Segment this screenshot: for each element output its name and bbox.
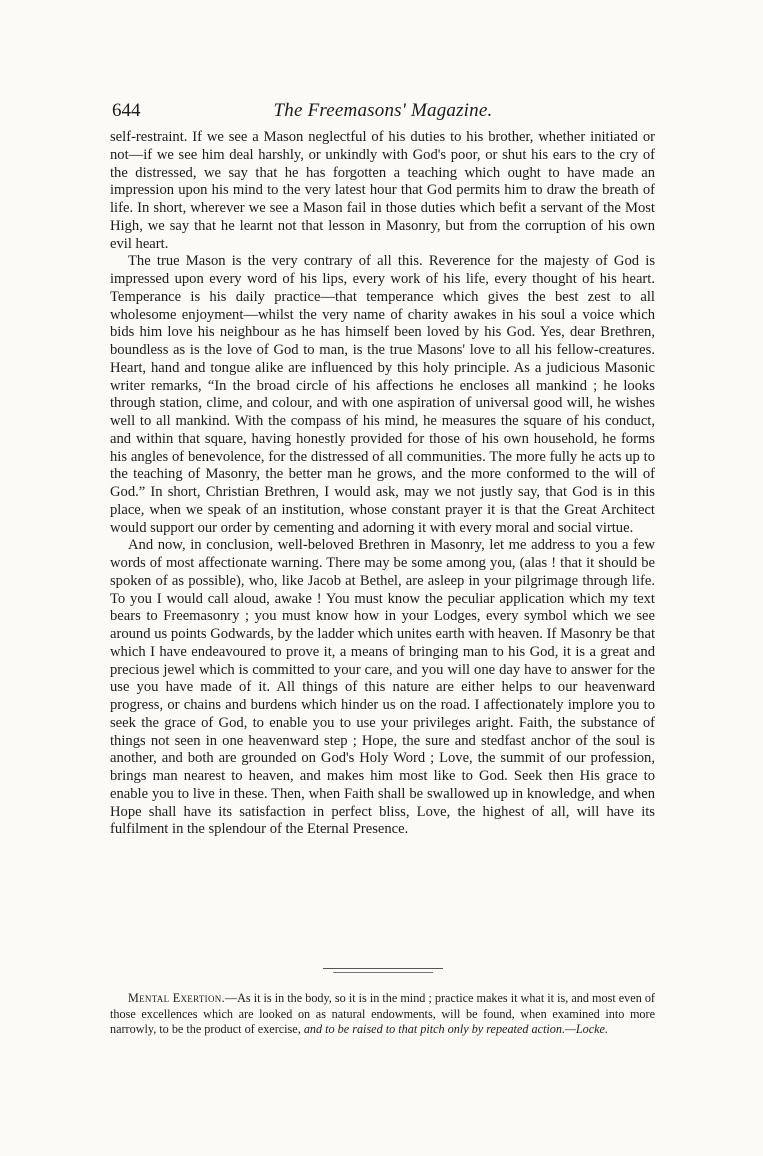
footnote-text: —As it is in the body, so it is in the mind ; practice makes it what it is, and most even of those excellences which are looked on as natural endowments, will be found, when examined into more narrowly, to be the product of exercise, [110,991,655,1036]
footnote-paragraph [110,991,655,1038]
paragraph-3: And now, in conclusion, well-beloved Brethren in Masonry, let me address to you a few words of most affectionate warning. There may be some among you, (alas ! that it should be spoken of as possible), who, like Jacob at Bethel, are asleep in your pilgrimage through life. To you I would call aloud, awake ! You must know the peculiar application which my text bears to Freemasonry ; you must know how in your Lodges, every symbol which we see around us points Godwards, by the ladder which unites earth with heaven. If Masonry be that which I have endeavoured to prove it, a means of bringing man to his God, it is a great and precious jewel which is committed to your care, and you will one day have to answer for the use you have made of it. All things of this nature are either helps to our heavenward progress, or chains and burdens which hinder us on the road. I affectionately implore you to seek the grace of God, to enable you to use your privileges aright. Faith, the substance of things not seen in one heavenward step ; Hope, the sure and stedfast anchor of the soul is another, and both are grounded on God's Holy Word ; Love, the summit of our profession, brings man nearest to heaven, and makes him most like to God. Seek then His grace to enable you to live in these. Then, when Faith shall be swallowed up in knowledge, and when Hope shall have its satisfaction in perfect bliss, Love, the highest of all, will have its fulfilment in the splendour of the Eternal Presence. [110,537,655,838]
footnote-title: Mental Exertion. [128,991,225,1005]
page-number: 644 [112,100,141,121]
article-body [110,129,655,839]
paragraph-2: The true Mason is the very contrary of all this. Reverence for the majesty of God is impressed upon every word of his lips, every work of his life, every thought of his heart. Temperance is his daily practice—that temperance which gives the best zest to all wholesome enjoyment—whilst the very name of charity awakes in his soul a voice which bids him love his neighbour as he has himself been loved by his God. Yes, dear Brethren, boundless as is the love of God to man, is the true Masons' love to all his fellow-creatures. Heart, hand and tongue alike are influenced by this holy principle. As a judicious Masonic writer remarks, “In the broad circle of his affections he encloses all mankind ; he looks through station, clime, and colour, and with one aspiration of universal good will, he wishes well to all mankind. With the compass of his mind, he measures the square of his conduct, and within that square, having honestly provided for those of his own household, he forms his angles of benevolence, for the distressed of all communities. The more fully he acts up to the teaching of Masonry, the better man he grows, and the more conformed to the will of God.” In short, Christian Brethren, I would ask, may we not justly say, that God is in this place, when we speak of an institution, whose constant prayer it is that the Great Architect would support our order by cementing and adorning it with every moral and social virtue. [110,253,655,536]
section-divider-lower [333,972,433,973]
running-title: The Freemasons' Magazine. [273,100,493,121]
footnote-quote: and to be raised to that pitch only by repeated action.—Locke. [303,1022,608,1036]
page-header [112,100,654,124]
section-divider [323,968,443,969]
paragraph-1: self-restraint. If we see a Mason neglectful of his duties to his brother, whether initiated or not—if we see him deal harshly, or unkindly with God's poor, or shut his ears to the cry of the distressed, we say that he has forgotten a teaching which ought to have made an impression upon his mind to the very latest hour that God permits him to draw the breath of life. In short, wherever we see a Mason fail in those duties which befit a servant of the Most High, we say that he learnt not that lesson in Masonry, but from the corruption of his own evil heart. [110,129,655,252]
